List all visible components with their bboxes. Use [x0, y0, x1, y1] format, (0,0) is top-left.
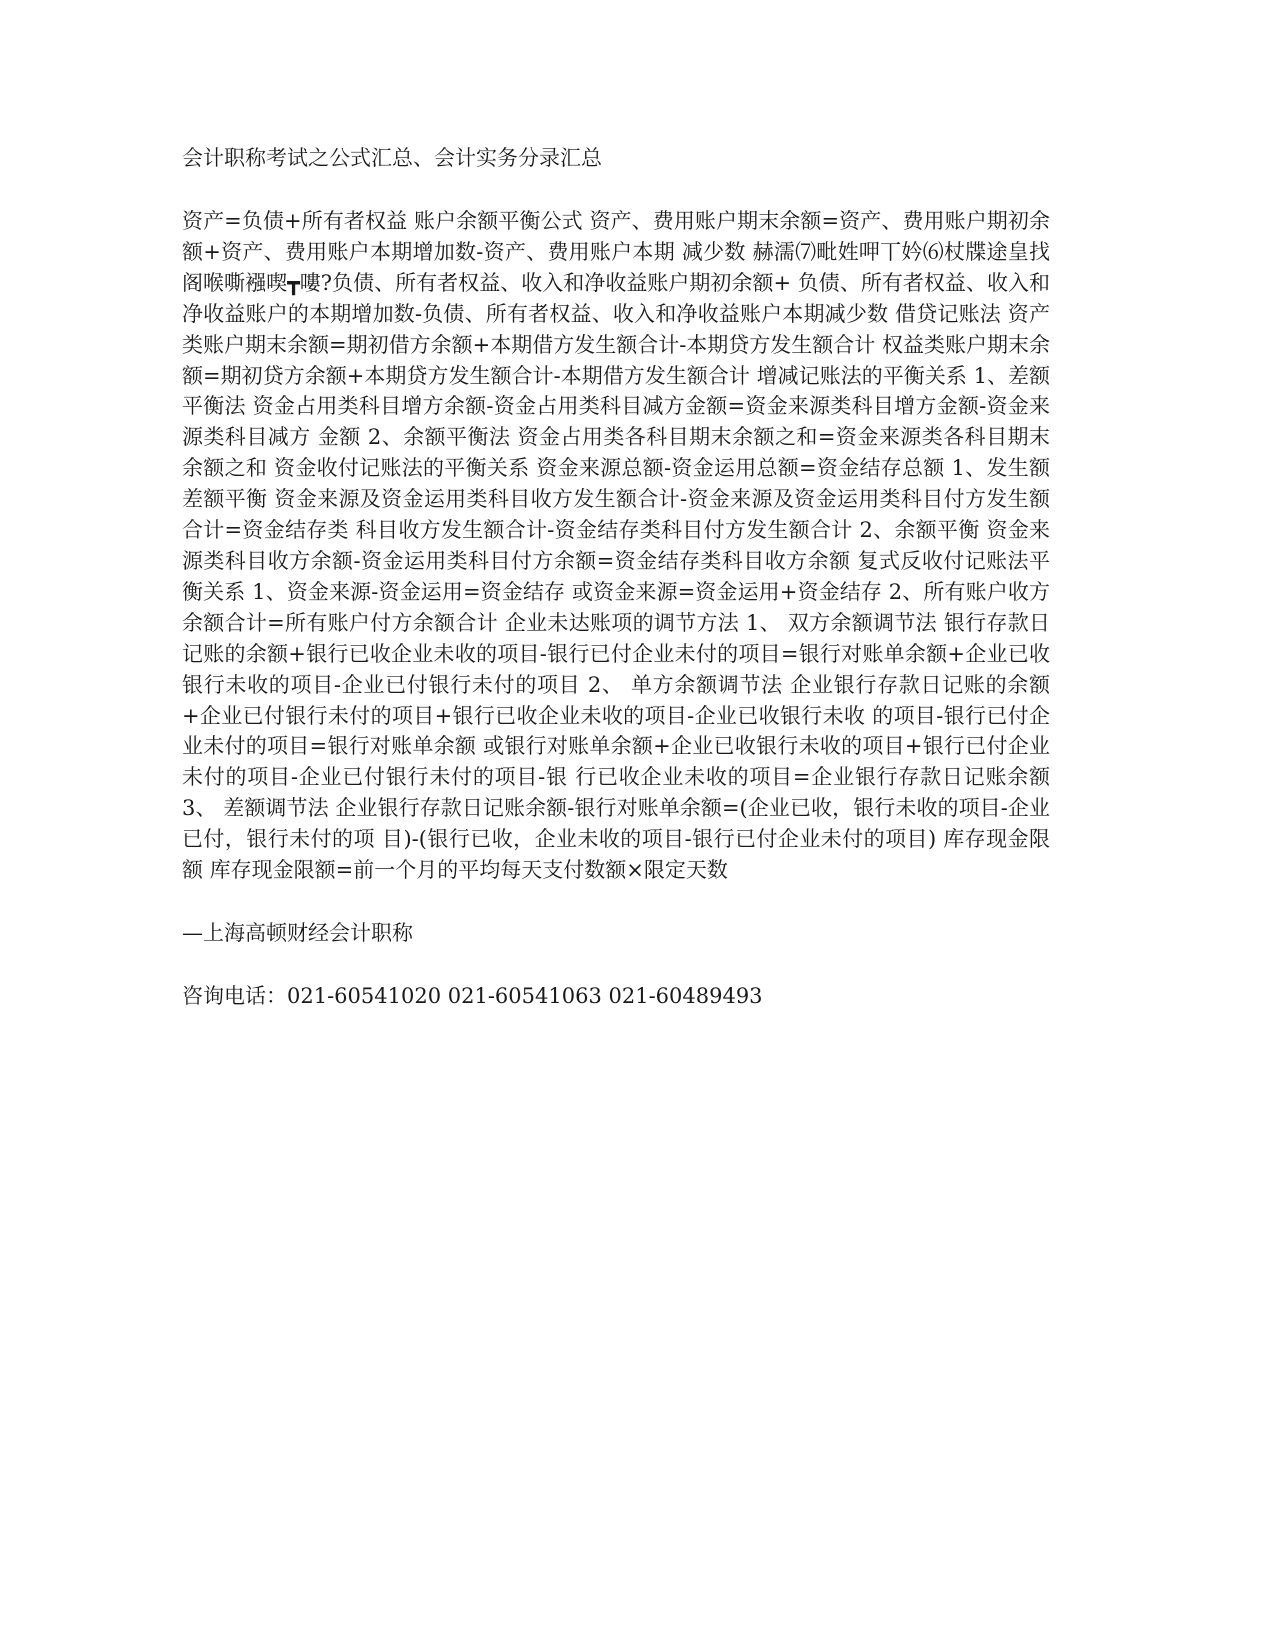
document-body: 资产=负债+所有者权益 账户余额平衡公式 资产、费用账户期末余额=资产、费用账户期初余额+资产、费用账户本期增加数-资产、费用账户本期 减少数 赫濡⑺毗姓呷丅妗⑹杖牒途皇找阁喉嘶襁喫┳嘍?负债、所有者权益、收入和净收益账户期初余额+ 负债、所有者权益、收入和净收益账户的本期增加数-负债、所有者权益、收入和净收益账户本期减少数 借贷记账法 资产类账户期末余额=期初借方余额+本期借方发生额合计-本期贷方发生额合计 权益类账户期末余额=期初贷方余额+本期贷方发生额合计-本期借方发生额合计 增减记账法的平衡关系 1、差额平衡法 资金占用类科目增方余额-资金占用类科目减方金额=资金来源类科目增方金额-资金来源类科目减方 金额 2、余额平衡法 资金占用类各科目期末余额之和=资金来源类各科目期末余额之和 资金收付记账法的平衡关系 资金来源总额-资金运用总额=资金结存总额 1、发生额差额平衡 资金来源及资金运用类科目收方发生额合计-资金来源及资金运用类科目付方发生额合计=资金结存类 科目收方发生额合计-资金结存类科目付方发生额合计 2、余额平衡 资金来源类科目收方余额-资金运用类科目付方余额=资金结存类科目收方余额 复式反收付记账法平衡关系 1、资金来源-资金运用=资金结存 或资金来源=资金运用+资金结存 2、所有账户收方余额合计=所有账户付方余额合计 企业未达账项的调节方法 1、 双方余额调节法 银行存款日记账的余额+银行已收企业未收的项目-银行已付企业未付的项目=银行对账单余额+企业已收银行未收的项目-企业已付银行未付的项目 2、 单方余额调节法 企业银行存款日记账的余额+企业已付银行未付的项目+银行已收企业未收的项目-企业已收银行未收 的项目-银行已付企业未付的项目=银行对账单余额 或银行对账单余额+企业已收银行未收的项目+银行已付企业未付的项目-企业已付银行未付的项目-银 行已收企业未收的项目=企业银行存款日记账余额 3、 差额调节法 企业银行存款日记账余额-银行对账单余额=(企业已收，银行未收的项目-企业已付，银行未付的项 目)-(银行已收，企业未收的项目-银行已付企业未付的项目) 库存现金限额 库存现金限额=前一个月的平均每天支付数额×限定天数	[182, 209, 1050, 883]
document-title: 会计职称考试之公式汇总、会计实务分录汇总	[182, 146, 602, 170]
document-page	[182, 140, 1050, 1011]
document-source: —上海高顿财经会计职称	[182, 920, 413, 945]
contact-phone: 咨询电话：021-60541020 021-60541063 021-60489493	[182, 983, 763, 1008]
